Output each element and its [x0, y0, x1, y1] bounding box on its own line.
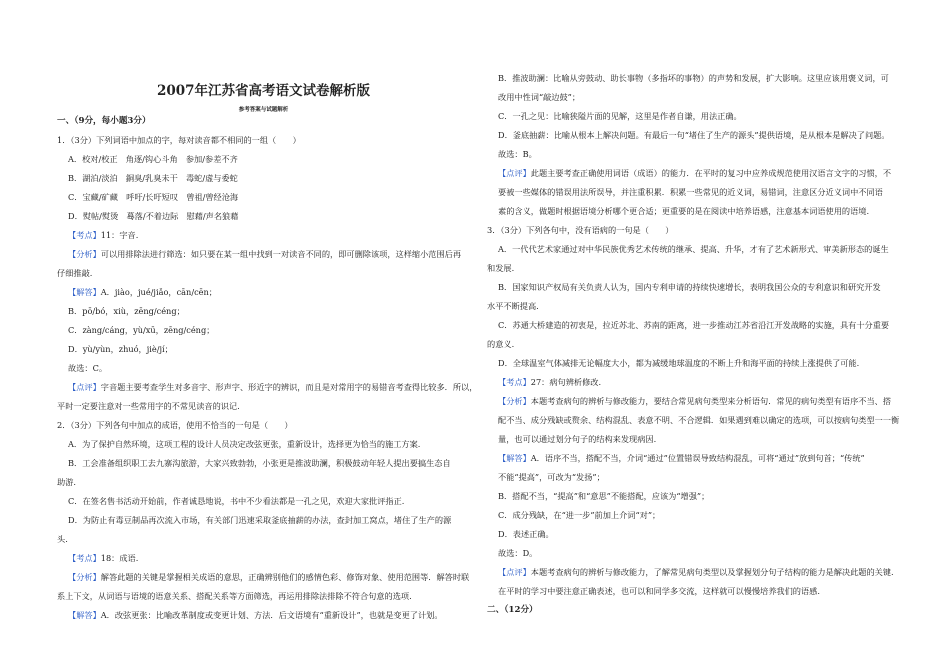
text-content: 故选：D。 [498, 548, 538, 558]
text-content: A．校对/校正 角逐/钩心斗角 参加/参差不齐 [68, 154, 238, 164]
text-content: A．jiào，jué/jiǎo，cān/cēn； [100, 287, 217, 297]
text-line [57, 380, 481, 394]
text-line [57, 266, 470, 280]
text-content: 本题考查病句的辨析与修改能力，要结合常见病句类型来分析语句．常见的病句类型有语序不当、搭 [530, 396, 892, 406]
text-content: C．一孔之见：比喻狭隘片面的见解，这里是作者自谦，用法正确。 [498, 111, 742, 121]
text-content: B．推波助澜：比喻从旁鼓动、助长事物（多指坏的事物）的声势和发展，扩大影响。这里应该用褒义词，可 [498, 73, 889, 83]
text-content: 仔细推敲. [57, 268, 93, 278]
text-line [57, 513, 481, 527]
text-line [57, 171, 481, 185]
text-content: 二、（12分） [487, 605, 538, 615]
text-line [57, 133, 470, 147]
text-content: 2．（3分）下列各句中加点的成语，使用不恰当的一句是（ ） [57, 420, 293, 430]
page-subtitle: 参考答案与试题解析 [238, 107, 289, 113]
text-content: 助游. [57, 477, 76, 487]
text-content: A．改弦更张：比喻改革制度或变更计划、方法．后文语境有“重新设计”，也就是变更了计划。 [100, 610, 443, 620]
text-content: C．zàng/cáng，yù/xū，zēng/céng； [68, 325, 215, 335]
text-line [57, 589, 470, 603]
text-line [57, 190, 481, 204]
text-content: 头. [57, 534, 68, 544]
annotation-tag: 【分析】 [68, 572, 101, 582]
text-content: 系上下文，从词语与语境的语意关系、搭配关系等方面筛选，再运用排除法排除不符合句意的选项. [57, 591, 412, 601]
text-line [487, 489, 911, 503]
text-line [487, 603, 900, 617]
text-content: B．搭配不当，“提高”和“意思”不能搭配，应该为“增强”； [498, 491, 710, 501]
text-content: 27：病句辨析修改. [530, 377, 602, 387]
text-line [487, 413, 911, 427]
text-content: 素的含义，做题时根据语境分析哪个更合适；更重要的是在阅读中培养语感，注意基本词语使用的语境. [498, 206, 870, 216]
text-content: D．为防止有毒豆制品再次流入市场，有关部门迅速采取釜底抽薪的办法，查封加工窝点，堵住了生产的源 [68, 515, 452, 525]
text-line [487, 299, 900, 313]
text-content: D．熨帖/熨烫 蓦落/不着边际 慰藉/声名狼藉 [68, 211, 239, 221]
text-line [57, 475, 470, 489]
text-line [57, 304, 481, 318]
text-line [487, 185, 911, 199]
text-line [487, 337, 900, 351]
text-line [487, 318, 911, 332]
text-line [487, 242, 911, 256]
text-line [487, 147, 911, 161]
annotation-tag: 【分析】 [68, 249, 101, 259]
text-line [487, 546, 911, 560]
annotation-tag: 【考点】 [68, 553, 101, 563]
text-line [57, 361, 481, 375]
page-title: 2007年江苏省高考语文试卷解析版 [156, 83, 371, 99]
text-content: B．湖泊/淡泊 銅臭/乳臭未干 毒蛇/虚与委蛇 [68, 173, 238, 183]
text-line [487, 584, 911, 598]
text-content: 改用中性词“敲边鼓”； [498, 92, 581, 102]
text-line [57, 456, 481, 470]
text-content: 要被一些媒体的错误用法所误导，并注重积累．积累一些常见的近义词，易错词，注意区分近义词中不同语 [498, 187, 883, 197]
text-line [487, 394, 911, 408]
text-line [57, 323, 481, 337]
text-content: A．一代代艺术家通过对中华民族优秀艺术传统的继承、提高、升华，才有了艺术新形式、审美新形态的诞生 [498, 244, 889, 254]
text-content: 11：字音. [100, 230, 139, 240]
text-content: 量，也可以通过划分句子的结构来发现病因. [498, 434, 657, 444]
text-line [57, 399, 470, 413]
text-line [487, 128, 911, 142]
annotation-tag: 【解答】 [68, 287, 101, 297]
text-content: 故选：C。 [68, 363, 108, 373]
text-content: 解答此题的关键是掌握相关成语的意思，正确辨别他们的感情色彩、修饰对象、使用范围等．解答时联 [100, 572, 470, 582]
annotation-tag: 【点评】 [68, 382, 101, 392]
text-line [57, 437, 481, 451]
text-content: 18：成语. [100, 553, 139, 563]
text-content: 3．（3分）下列各句中，没有语病的一句是（ ） [487, 225, 674, 235]
text-line [57, 551, 481, 565]
text-content: C．宝藏/矿藏 呼吁/长吁短叹 曾祖/曾经沧海 [68, 192, 239, 202]
annotation-tag: 【点评】 [498, 567, 531, 577]
text-line [487, 527, 911, 541]
annotation-tag: 【考点】 [68, 230, 101, 240]
text-content: B．工会准备组织职工去九寨沟旅游，大家兴致勃勃，小张更是推波助澜，积极鼓动年轻人提出要搞生态自 [68, 458, 451, 468]
text-content: D．yù/yùn，zhuó，jiè/jí； [68, 344, 173, 354]
text-content: 一、（9分，每小题3分） [57, 116, 151, 126]
text-line [487, 204, 911, 218]
text-content: D．全球温室气体减排无论幅度大小，都为减缓地球温度的不断上升和海平面的持续上涨提供了可能. [498, 358, 860, 368]
text-line [57, 114, 470, 128]
text-line [487, 356, 911, 370]
text-line [487, 432, 911, 446]
text-line [57, 342, 481, 356]
text-line [487, 223, 900, 237]
text-line [57, 228, 481, 242]
text-content: 配不当、成分残缺或赘余、结构混乱、表意不明、不合逻辑．如果遇到难以确定的选项，可以按病句类型一一衡 [498, 415, 900, 425]
text-line [57, 608, 481, 622]
text-content: C．在签名售书活动开始前，作者诚恳地说，书中不少看法都是一孔之见，欢迎大家批评指正. [68, 496, 405, 506]
text-content: A．语序不当，搭配不当，介词“通过”位置错误导致结构混乱，可将“通过”放到句首；“传统” [530, 453, 865, 463]
text-content: C．成分残缺，在“进一步”前加上介词“对”； [498, 510, 661, 520]
text-content: 水平不断提高. [487, 301, 539, 311]
text-line [487, 90, 911, 104]
annotation-tag: 【分析】 [498, 396, 531, 406]
text-content: 字音题主要考查学生对多音字、形声字、形近字的辨识，而且是对常用字的易错音考查得比较多．所以， [100, 382, 478, 392]
text-line [487, 109, 911, 123]
text-content: 本题考查病句的辨析与修改能力，了解常见病句类型以及掌握划分句子结构的能力是解决此题的关键. [530, 567, 894, 577]
text-line [57, 494, 481, 508]
text-content: 在平时的学习中要注意正确表述，也可以和同学多交流，这样就可以慢慢培养我们的语感. [498, 586, 820, 596]
text-content: 此题主要考查正确使用词语（成语）的能力．在平时的复习中应养成规范使用汉语言文字的习惯，不 [530, 168, 892, 178]
annotation-tag: 【解答】 [498, 453, 531, 463]
text-content: 故选：B。 [498, 149, 537, 159]
text-content: A．为了保护自然环境，这项工程的设计人员决定改弦更张，重新设计，选择更为恰当的施工方案. [68, 439, 421, 449]
text-line [487, 71, 911, 85]
text-content: B．pō/bó，xiù，zēng/céng； [68, 306, 185, 316]
text-line [487, 470, 911, 484]
text-content: D．釜底抽薪：比喻从根本上解决问题。有最后一句“堵住了生产的源头”提供语境，是从根本是解决了问题。 [498, 130, 890, 140]
text-line [57, 570, 481, 584]
text-line [487, 375, 911, 389]
annotation-tag: 【解答】 [68, 610, 101, 620]
text-line [487, 261, 900, 275]
text-content: B．国家知识产权局有关负责人认为，国内专利申请的持续快速增长，表明我国公众的专利意识和研究开发 [498, 282, 881, 292]
text-line [57, 209, 481, 223]
text-content: D．表述正确。 [498, 529, 554, 539]
annotation-tag: 【点评】 [498, 168, 531, 178]
text-line [487, 451, 911, 465]
text-line [487, 280, 911, 294]
text-line [487, 166, 911, 180]
text-line [57, 152, 481, 166]
text-line [57, 532, 470, 546]
text-content: 可以用排除法进行筛选：如只要在某一组中找到一对读音不同的，即可删除该项，这样缩小范围后再 [100, 249, 462, 259]
text-content: 平时一定要注意对一些常用字的不常见读音的识记. [57, 401, 240, 411]
text-line [487, 565, 911, 579]
text-content: 不能“提高”，可改为“发扬”； [498, 472, 605, 482]
text-content: 1．（3分）下列词语中加点的字，每对读音都不相同的一组（ ） [57, 135, 301, 145]
text-line [57, 285, 481, 299]
text-content: 的意义. [487, 339, 515, 349]
text-line [57, 247, 481, 261]
text-line [57, 418, 470, 432]
text-line [487, 508, 911, 522]
text-content: C．苏通大桥建造的初衷是，拉近苏北、苏南的距离，进一步推动江苏省沿江开发战略的实施，具有十分重要 [498, 320, 890, 330]
text-content: 和发展. [487, 263, 515, 273]
annotation-tag: 【考点】 [498, 377, 531, 387]
